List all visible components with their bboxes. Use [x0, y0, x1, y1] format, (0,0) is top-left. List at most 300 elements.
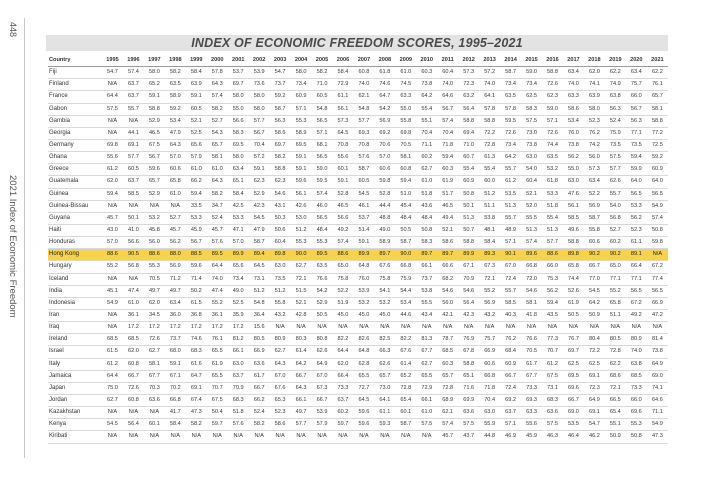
- score-cell: 60.5: [186, 103, 207, 115]
- score-cell: 73.3: [332, 382, 353, 394]
- score-cell: 64.2: [500, 152, 521, 164]
- score-cell: 71.4: [186, 273, 207, 285]
- score-cell: 60.3: [437, 358, 458, 370]
- score-cell: 64.5: [249, 261, 270, 273]
- year-column-header: 2016: [542, 55, 563, 67]
- score-cell: 61.2: [102, 164, 123, 176]
- score-cell: 58.2: [186, 419, 207, 431]
- score-cell: 60.6: [165, 164, 186, 176]
- score-cell: 61.8: [374, 67, 395, 79]
- score-cell: 56.7: [249, 127, 270, 139]
- score-cell: 54.2: [374, 103, 395, 115]
- score-cell: 57.7: [605, 164, 626, 176]
- score-cell: 58.0: [249, 103, 270, 115]
- score-cell: 65.6: [228, 261, 249, 273]
- score-cell: 47.4: [123, 285, 144, 297]
- score-cell: 63.6: [144, 394, 165, 406]
- score-cell: 54.6: [437, 285, 458, 297]
- score-cell: 52.2: [584, 188, 605, 200]
- score-cell: 74.2: [584, 139, 605, 151]
- score-cell: N/A: [353, 431, 374, 443]
- score-cell: 55.4: [479, 164, 500, 176]
- score-cell: 56.5: [626, 188, 647, 200]
- score-cell: 64.4: [207, 261, 228, 273]
- score-cell: 61.3: [479, 152, 500, 164]
- score-cell: 82.2: [332, 334, 353, 346]
- score-cell: 80.8: [312, 334, 333, 346]
- score-cell: 50.3: [270, 212, 291, 224]
- score-cell: 62.3: [249, 176, 270, 188]
- score-cell: 43.1: [270, 200, 291, 212]
- country-name: Iraq: [48, 322, 102, 334]
- score-cell: 73.4: [500, 139, 521, 151]
- country-name: Greece: [48, 164, 102, 176]
- score-cell: 58.5: [563, 212, 584, 224]
- score-cell: 64.7: [374, 91, 395, 103]
- score-cell: 76.0: [563, 127, 584, 139]
- score-cell: 67.5: [542, 370, 563, 382]
- score-cell: 52.4: [605, 115, 626, 127]
- score-cell: 47.4: [207, 285, 228, 297]
- score-cell: 55.4: [542, 212, 563, 224]
- score-cell: 75.9: [605, 127, 626, 139]
- score-cell: 53.5: [563, 419, 584, 431]
- table-row: [48, 261, 668, 273]
- score-cell: 73.0: [374, 382, 395, 394]
- score-cell: 66.4: [626, 261, 647, 273]
- score-cell: 44.8: [479, 431, 500, 443]
- score-cell: 52.8: [332, 188, 353, 200]
- score-cell: 55.8: [270, 297, 291, 309]
- score-cell: 58.8: [458, 115, 479, 127]
- country-name: Italy: [48, 358, 102, 370]
- country-name: Gambia: [48, 115, 102, 127]
- score-cell: 62.1: [353, 91, 374, 103]
- score-cell: 52.4: [249, 407, 270, 419]
- score-cell: 74.0: [437, 79, 458, 91]
- table-row: [48, 249, 668, 261]
- score-cell: N/A: [416, 322, 437, 334]
- score-cell: N/A: [123, 407, 144, 419]
- score-cell: 47.3: [647, 431, 668, 443]
- score-cell: 69.1: [186, 382, 207, 394]
- score-cell: 71.8: [437, 139, 458, 151]
- score-cell: 46.9: [500, 431, 521, 443]
- score-cell: 61.1: [626, 237, 647, 249]
- score-cell: 69.1: [584, 370, 605, 382]
- score-cell: N/A: [332, 431, 353, 443]
- score-cell: 72.2: [479, 127, 500, 139]
- score-cell: 52.3: [270, 407, 291, 419]
- score-cell: 51.7: [437, 188, 458, 200]
- score-cell: 53.0: [291, 212, 312, 224]
- score-cell: 63.6: [542, 407, 563, 419]
- score-cell: 65.5: [416, 370, 437, 382]
- score-cell: 45.9: [521, 431, 542, 443]
- score-cell: 65.5: [353, 370, 374, 382]
- score-cell: 55.5: [521, 212, 542, 224]
- score-cell: 47.3: [186, 407, 207, 419]
- score-cell: 53.3: [542, 188, 563, 200]
- score-cell: 55.3: [312, 237, 333, 249]
- score-cell: 59.6: [186, 261, 207, 273]
- score-cell: 74.6: [374, 79, 395, 91]
- score-cell: 57.0: [228, 237, 249, 249]
- score-cell: 55.1: [416, 115, 437, 127]
- score-cell: 69.6: [626, 407, 647, 419]
- score-cell: 70.3: [144, 382, 165, 394]
- score-cell: 54.5: [102, 419, 123, 431]
- score-cell: 65.1: [458, 370, 479, 382]
- country-name: Haiti: [48, 224, 102, 236]
- score-cell: 57.3: [584, 164, 605, 176]
- score-cell: 90.2: [584, 249, 605, 261]
- score-cell: 61.0: [165, 188, 186, 200]
- score-cell: 58.2: [312, 67, 333, 79]
- score-cell: 90.0: [395, 249, 416, 261]
- score-cell: 36.4: [249, 309, 270, 321]
- score-cell: 68.3: [542, 394, 563, 406]
- score-cell: N/A: [102, 431, 123, 443]
- score-cell: 48.4: [416, 212, 437, 224]
- score-cell: 45.7: [102, 212, 123, 224]
- score-cell: 59.4: [437, 152, 458, 164]
- score-cell: 62.0: [584, 67, 605, 79]
- score-cell: 65.0: [332, 261, 353, 273]
- score-cell: 72.7: [353, 382, 374, 394]
- score-cell: 64.8: [353, 346, 374, 358]
- score-cell: 53.8: [416, 285, 437, 297]
- score-cell: 43.6: [416, 200, 437, 212]
- score-cell: 63.8: [605, 91, 626, 103]
- score-cell: 89.7: [437, 249, 458, 261]
- score-cell: N/A: [605, 322, 626, 334]
- score-cell: 62.2: [605, 358, 626, 370]
- score-cell: 56.2: [542, 285, 563, 297]
- score-cell: 59.1: [332, 176, 353, 188]
- score-cell: 56.2: [626, 212, 647, 224]
- score-cell: 54.1: [374, 285, 395, 297]
- table-row: [48, 309, 668, 321]
- country-name: Fiji: [48, 67, 102, 79]
- score-cell: 77.4: [647, 273, 668, 285]
- score-cell: N/A: [395, 431, 416, 443]
- score-cell: 69.5: [563, 370, 584, 382]
- score-cell: N/A: [626, 322, 647, 334]
- score-cell: 81.2: [228, 334, 249, 346]
- score-cell: 42.1: [437, 309, 458, 321]
- score-cell: 56.5: [312, 212, 333, 224]
- score-cell: 55.2: [479, 285, 500, 297]
- score-cell: 62.1: [437, 407, 458, 419]
- score-cell: 61.4: [395, 358, 416, 370]
- score-cell: 58.8: [542, 67, 563, 79]
- score-cell: 80.9: [626, 334, 647, 346]
- score-cell: 65.2: [395, 370, 416, 382]
- score-cell: 76.9: [458, 334, 479, 346]
- score-cell: 72.0: [521, 273, 542, 285]
- score-cell: 62.0: [144, 297, 165, 309]
- score-cell: 82.5: [374, 334, 395, 346]
- score-cell: 42.8: [291, 309, 312, 321]
- score-cell: 89.3: [479, 249, 500, 261]
- score-cell: N/A: [332, 322, 353, 334]
- score-cell: 63.7: [500, 407, 521, 419]
- score-cell: 89.7: [374, 249, 395, 261]
- score-cell: 60.5: [312, 91, 333, 103]
- country-name: Honduras: [48, 237, 102, 249]
- score-cell: 57.8: [207, 67, 228, 79]
- score-cell: 65.7: [144, 176, 165, 188]
- score-cell: 62.0: [102, 176, 123, 188]
- score-cell: 88.5: [186, 249, 207, 261]
- score-cell: N/A: [144, 200, 165, 212]
- score-cell: N/A: [647, 322, 668, 334]
- table-row: [48, 152, 668, 164]
- score-cell: 57.4: [437, 419, 458, 431]
- score-cell: 56.0: [144, 237, 165, 249]
- score-cell: 66.2: [186, 176, 207, 188]
- score-cell: 64.1: [374, 394, 395, 406]
- score-cell: 52.5: [186, 127, 207, 139]
- score-cell: 57.9: [312, 419, 333, 431]
- score-cell: 64.6: [647, 394, 668, 406]
- country-name: Kiribati: [48, 431, 102, 443]
- score-cell: 52.7: [165, 212, 186, 224]
- score-cell: 57.7: [249, 115, 270, 127]
- score-cell: 63.3: [395, 91, 416, 103]
- score-cell: 60.7: [458, 152, 479, 164]
- score-cell: 56.6: [228, 115, 249, 127]
- score-cell: 58.0: [228, 91, 249, 103]
- score-cell: 60.6: [374, 164, 395, 176]
- score-cell: 56.6: [123, 237, 144, 249]
- score-cell: N/A: [186, 431, 207, 443]
- score-cell: 60.8: [123, 394, 144, 406]
- score-cell: 58.7: [270, 103, 291, 115]
- score-cell: 71.8: [479, 382, 500, 394]
- score-cell: 57.5: [521, 115, 542, 127]
- score-cell: 72.6: [542, 127, 563, 139]
- score-cell: N/A: [102, 200, 123, 212]
- score-cell: 69.4: [458, 127, 479, 139]
- score-cell: 51.3: [542, 224, 563, 236]
- score-cell: 53.4: [165, 115, 186, 127]
- score-cell: 62.3: [542, 91, 563, 103]
- score-cell: 74.0: [479, 79, 500, 91]
- score-cell: 52.6: [563, 285, 584, 297]
- score-cell: 54.8: [249, 297, 270, 309]
- score-cell: 43.7: [458, 431, 479, 443]
- margin-divider: [24, 18, 25, 458]
- year-column-header: 1995: [102, 55, 123, 67]
- score-cell: N/A: [374, 322, 395, 334]
- score-cell: 57.7: [123, 152, 144, 164]
- country-name: Guatemala: [48, 176, 102, 188]
- score-cell: 50.8: [626, 431, 647, 443]
- score-cell: 61.0: [123, 297, 144, 309]
- score-cell: 47.1: [228, 224, 249, 236]
- score-cell: 43.4: [416, 309, 437, 321]
- score-cell: 57.1: [500, 419, 521, 431]
- score-cell: 57.5: [458, 419, 479, 431]
- score-cell: 56.7: [437, 103, 458, 115]
- score-cell: 50.9: [584, 309, 605, 321]
- score-cell: 57.1: [312, 127, 333, 139]
- table-row: [48, 431, 668, 443]
- year-column-header: 2015: [521, 55, 542, 67]
- score-cell: 62.6: [605, 176, 626, 188]
- score-cell: 67.5: [207, 394, 228, 406]
- score-cell: 72.8: [605, 346, 626, 358]
- year-column-header: 2001: [228, 55, 249, 67]
- score-cell: 89.9: [228, 249, 249, 261]
- score-cell: 57.4: [332, 237, 353, 249]
- score-cell: 56.3: [605, 103, 626, 115]
- score-cell: 63.4: [165, 297, 186, 309]
- score-cell: N/A: [291, 431, 312, 443]
- score-cell: 65.4: [395, 394, 416, 406]
- score-cell: 66.8: [521, 261, 542, 273]
- country-name: Gabon: [48, 103, 102, 115]
- score-cell: 63.7: [123, 79, 144, 91]
- score-cell: 57.6: [353, 152, 374, 164]
- score-cell: 49.2: [332, 224, 353, 236]
- score-cell: 57.0: [165, 152, 186, 164]
- score-cell: 55.8: [584, 224, 605, 236]
- score-cell: 46.5: [437, 200, 458, 212]
- score-cell: 59.7: [332, 419, 353, 431]
- score-cell: 80.5: [249, 334, 270, 346]
- score-cell: 54.9: [647, 200, 668, 212]
- score-cell: 67.0: [500, 261, 521, 273]
- score-cell: 60.9: [500, 358, 521, 370]
- score-cell: 55.3: [626, 419, 647, 431]
- score-cell: 60.9: [458, 176, 479, 188]
- score-cell: 53.8: [479, 212, 500, 224]
- score-cell: 57.9: [186, 152, 207, 164]
- table-row: [48, 164, 668, 176]
- score-cell: N/A: [563, 322, 584, 334]
- table-row: [48, 382, 668, 394]
- score-cell: 42.3: [458, 309, 479, 321]
- score-cell: 56.7: [186, 237, 207, 249]
- score-cell: 73.0: [521, 127, 542, 139]
- score-cell: 54.5: [353, 188, 374, 200]
- score-cell: 64.2: [416, 91, 437, 103]
- score-cell: 77.1: [626, 127, 647, 139]
- score-cell: N/A: [249, 431, 270, 443]
- year-column-header: 2003: [270, 55, 291, 67]
- score-cell: 55.8: [395, 115, 416, 127]
- score-cell: 64.5: [332, 127, 353, 139]
- score-cell: 48.4: [395, 212, 416, 224]
- score-cell: 63.0: [479, 407, 500, 419]
- score-cell: 55.6: [332, 152, 353, 164]
- score-cell: 51.8: [542, 200, 563, 212]
- score-cell: 74.0: [207, 273, 228, 285]
- score-cell: 58.0: [249, 91, 270, 103]
- score-cell: 62.7: [102, 394, 123, 406]
- score-cell: 74.4: [563, 273, 584, 285]
- score-cell: 45.0: [332, 309, 353, 321]
- score-cell: 61.7: [521, 358, 542, 370]
- score-cell: 60.4: [437, 67, 458, 79]
- table-row: [48, 91, 668, 103]
- score-cell: 59.7: [207, 419, 228, 431]
- country-name: Hong Kong: [48, 249, 102, 261]
- score-cell: 55.3: [291, 237, 312, 249]
- score-cell: 62.2: [605, 67, 626, 79]
- score-cell: 73.1: [542, 382, 563, 394]
- score-cell: 53.9: [312, 407, 333, 419]
- score-cell: 62.7: [416, 358, 437, 370]
- score-cell: 54.6: [270, 188, 291, 200]
- year-column-header: 2007: [353, 55, 374, 67]
- score-cell: N/A: [102, 127, 123, 139]
- country-column-header: Country: [48, 55, 102, 67]
- score-cell: 63.0: [228, 358, 249, 370]
- score-cell: 53.9: [249, 67, 270, 79]
- score-cell: 51.9: [332, 297, 353, 309]
- year-column-header: 2008: [374, 55, 395, 67]
- score-cell: 58.3: [228, 127, 249, 139]
- year-column-header: 2019: [605, 55, 626, 67]
- table-row: [48, 334, 668, 346]
- table-row: [48, 127, 668, 139]
- score-cell: 60.3: [416, 67, 437, 79]
- score-cell: 72.3: [458, 79, 479, 91]
- table-row: [48, 407, 668, 419]
- score-cell: N/A: [312, 431, 333, 443]
- year-column-header: 1996: [123, 55, 144, 67]
- score-cell: 62.7: [416, 164, 437, 176]
- table-header-row: [48, 55, 668, 67]
- score-cell: 51.1: [479, 200, 500, 212]
- score-cell: N/A: [123, 115, 144, 127]
- table-row: [48, 139, 668, 151]
- score-cell: 33.5: [186, 200, 207, 212]
- score-cell: 45.9: [186, 224, 207, 236]
- year-column-header: 1998: [165, 55, 186, 67]
- year-column-header: 2009: [395, 55, 416, 67]
- score-cell: 69.6: [563, 382, 584, 394]
- score-cell: 74.0: [563, 79, 584, 91]
- score-cell: 58.7: [395, 237, 416, 249]
- country-name: Kenya: [48, 419, 102, 431]
- score-cell: 61.7: [249, 370, 270, 382]
- score-cell: 64.3: [291, 382, 312, 394]
- score-cell: 76.1: [647, 79, 668, 91]
- score-cell: 43.5: [542, 309, 563, 321]
- score-cell: 73.4: [521, 79, 542, 91]
- score-cell: 82.6: [353, 334, 374, 346]
- country-name: Georgia: [48, 127, 102, 139]
- score-cell: 46.4: [563, 431, 584, 443]
- score-cell: N/A: [479, 322, 500, 334]
- score-cell: 60.8: [123, 358, 144, 370]
- score-cell: 64.2: [291, 358, 312, 370]
- table-row: [48, 419, 668, 431]
- score-cell: 52.7: [605, 224, 626, 236]
- score-cell: 63.7: [228, 370, 249, 382]
- score-cell: 68.2: [437, 273, 458, 285]
- score-cell: 57.3: [458, 67, 479, 79]
- score-cell: 65.3: [270, 394, 291, 406]
- score-cell: 73.3: [626, 382, 647, 394]
- score-cell: 59.2: [647, 152, 668, 164]
- year-column-header: 2011: [437, 55, 458, 67]
